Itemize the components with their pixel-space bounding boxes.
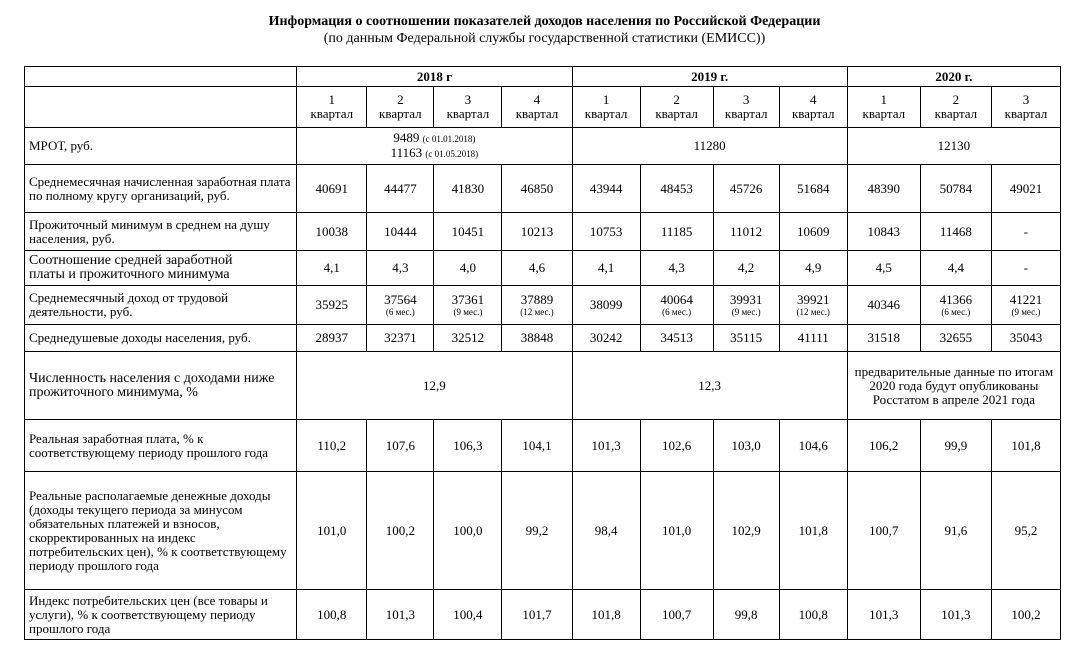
year-header-2020: 2020 г.: [847, 67, 1060, 87]
ratio-label-line-1: Соотношение средней заработной: [29, 253, 233, 268]
year-header-2018: 2018 г: [297, 67, 572, 87]
mrot-2019: 11280: [572, 128, 847, 165]
labor-income-value: [920, 286, 991, 325]
labor-income-number: 37361: [451, 292, 485, 307]
subsistence-value: 11468: [920, 213, 991, 251]
labor-income-number: 38099: [589, 297, 623, 312]
labor-income-period: (9 мес.): [731, 307, 761, 317]
real-wage-value: 101,8: [991, 420, 1060, 472]
mrot-2018-note-1: (с 01.01.2018): [422, 134, 476, 144]
real-wage-value: 103,0: [713, 420, 779, 472]
quarter-header: [847, 87, 920, 128]
ratio-row: [25, 251, 1061, 286]
labor-income-value: [367, 286, 434, 325]
real-wage-value: 106,2: [847, 420, 920, 472]
ratio-value: 4,1: [572, 251, 640, 286]
labor-income-number: 40346: [867, 297, 901, 312]
labor-income-number: 37889: [520, 292, 554, 307]
quarter-word: квартал: [584, 106, 628, 121]
cpi-value: 101,3: [367, 590, 434, 640]
quarter-header: [991, 87, 1060, 128]
ratio-value: 4,2: [713, 251, 779, 286]
subsistence-value: -: [991, 213, 1060, 251]
labor-income-value: [991, 286, 1060, 325]
per-capita-value: 34513: [640, 325, 713, 352]
quarter-word: квартал: [791, 106, 835, 121]
labor-income-row: [25, 286, 1061, 325]
labor-income-number: 40064: [660, 292, 693, 307]
labor-income-period: (6 мес.): [941, 307, 971, 317]
quarter-word: квартал: [1004, 106, 1048, 121]
labor-income-period: (12 мес.): [520, 307, 554, 317]
quarter-header: [920, 87, 991, 128]
quarter-header: [367, 87, 434, 128]
real-disposable-value: 101,0: [297, 472, 367, 590]
cpi-value: 100,2: [991, 590, 1060, 640]
cpi-value: 101,8: [572, 590, 640, 640]
real-wage-label: Реальная заработная плата, % к соответствующему периоду прошлого года: [25, 420, 297, 472]
labor-income-number: 35925: [315, 297, 349, 312]
quarter-number: 2: [952, 92, 960, 107]
subsistence-value: 10038: [297, 213, 367, 251]
ratio-value: 4,5: [847, 251, 920, 286]
quarter-number: 4: [809, 92, 817, 107]
real-disposable-value: 91,6: [920, 472, 991, 590]
quarter-header: [434, 87, 502, 128]
mrot-2018: [297, 128, 572, 165]
labor-income-label: Среднемесячный доход от трудовой деятельности, руб.: [25, 286, 297, 325]
subsistence-value: 10753: [572, 213, 640, 251]
real-disposable-value: 100,0: [434, 472, 502, 590]
salary-value: 48453: [640, 165, 713, 213]
ratio-value: 4,6: [502, 251, 572, 286]
quarter-number: 3: [464, 92, 472, 107]
real-wage-value: 106,3: [434, 420, 502, 472]
subsistence-value: 10213: [502, 213, 572, 251]
quarter-corner-cell: [25, 87, 297, 128]
salary-value: 44477: [367, 165, 434, 213]
ratio-value: 4,3: [640, 251, 713, 286]
quarter-word: квартал: [655, 106, 698, 121]
quarter-header-row: [25, 87, 1061, 128]
quarter-number: 2: [673, 92, 680, 107]
mrot-2018-value-2: 11163: [390, 145, 423, 160]
per-capita-value: 31518: [847, 325, 920, 352]
subsistence-value: 10444: [367, 213, 434, 251]
real-wage-value: 104,6: [779, 420, 847, 472]
subsistence-value: 10609: [779, 213, 847, 251]
real-disposable-value: 100,2: [367, 472, 434, 590]
poverty-2019: 12,3: [572, 352, 847, 420]
labor-income-number: 41221: [1009, 292, 1043, 307]
labor-income-period: (9 мес.): [1011, 307, 1041, 317]
per-capita-value: 32512: [434, 325, 502, 352]
salary-value: 40691: [297, 165, 367, 213]
quarter-number: 2: [397, 92, 404, 107]
real-wage-value: 107,6: [367, 420, 434, 472]
ratio-label-line-2: платы и прожиточного минимума: [29, 267, 230, 282]
quarter-header: [640, 87, 713, 128]
subsistence-value: 10843: [847, 213, 920, 251]
labor-income-value: [297, 286, 367, 325]
per-capita-row: [25, 325, 1061, 352]
subsistence-value: 11185: [640, 213, 713, 251]
labor-income-value: [502, 286, 572, 325]
cpi-value: 101,3: [920, 590, 991, 640]
real-disposable-row: [25, 472, 1061, 590]
per-capita-label: Среднедушевые доходы населения, руб.: [25, 325, 297, 352]
labor-income-number: 41366: [939, 292, 973, 307]
per-capita-value: 32655: [920, 325, 991, 352]
poverty-label: Численность населения с доходами ниже прожиточного минимума, %: [25, 352, 297, 420]
poverty-2018: 12,9: [297, 352, 572, 420]
ratio-value: 4,1: [297, 251, 367, 286]
labor-income-value: [779, 286, 847, 325]
salary-value: 50784: [920, 165, 991, 213]
quarter-word: квартал: [862, 106, 906, 121]
salary-value: 43944: [572, 165, 640, 213]
per-capita-value: 28937: [297, 325, 367, 352]
per-capita-value: 41111: [779, 325, 847, 352]
quarter-word: квартал: [934, 106, 978, 121]
real-disposable-label: Реальные располагаемые денежные доходы (доходы текущего периода за минусом обязательных платежей и взносов, скорректированных на индекс потребительских цен), % к соответствующему периоду прошлого года: [25, 472, 297, 590]
salary-value: 45726: [713, 165, 779, 213]
labor-income-period: (6 мес.): [385, 307, 415, 317]
real-disposable-value: 100,7: [847, 472, 920, 590]
quarter-header: [572, 87, 640, 128]
mrot-2018-note-2: (с 01.05.2018): [425, 149, 479, 159]
real-disposable-value: 101,8: [779, 472, 847, 590]
year-header-row: [25, 67, 1061, 87]
cpi-value: 101,3: [847, 590, 920, 640]
poverty-row: [25, 352, 1061, 420]
cpi-value: 101,7: [502, 590, 572, 640]
labor-income-number: 39921: [796, 292, 830, 307]
page-title: Информация о соотношении показателей доходов населения по Российской Федерации: [268, 14, 821, 29]
salary-value: 46850: [502, 165, 572, 213]
cpi-label: Индекс потребительских цен (все товары и услуги), % к соответствующему периоду прошлого года: [25, 590, 297, 640]
labor-income-number: 39931: [729, 292, 763, 307]
cpi-value: 99,8: [713, 590, 779, 640]
quarter-header: [779, 87, 847, 128]
ratio-value: 4,0: [434, 251, 502, 286]
quarter-header: [502, 87, 572, 128]
quarter-number: 3: [1022, 92, 1030, 107]
real-wage-value: 101,3: [572, 420, 640, 472]
quarter-number: 4: [533, 92, 541, 107]
real-disposable-value: 101,0: [640, 472, 713, 590]
quarter-word: квартал: [724, 106, 768, 121]
real-wage-value: 110,2: [297, 420, 367, 472]
cpi-value: 100,8: [297, 590, 367, 640]
quarter-word: квартал: [379, 106, 422, 121]
ratio-value: 4,3: [367, 251, 434, 286]
subsistence-value: 11012: [713, 213, 779, 251]
real-wage-value: 102,6: [640, 420, 713, 472]
real-disposable-value: 98,4: [572, 472, 640, 590]
labor-income-value: [713, 286, 779, 325]
ratio-value: 4,4: [920, 251, 991, 286]
real-wage-row: [25, 420, 1061, 472]
salary-value: 51684: [779, 165, 847, 213]
labor-income-value: [434, 286, 502, 325]
per-capita-value: 35043: [991, 325, 1060, 352]
labor-income-period: (12 мес.): [796, 307, 830, 317]
cpi-value: 100,7: [640, 590, 713, 640]
per-capita-value: 32371: [367, 325, 434, 352]
subsistence-value: 10451: [434, 213, 502, 251]
year-header-2019: 2019 г.: [572, 67, 847, 87]
real-disposable-value: 99,2: [502, 472, 572, 590]
ratio-value: -: [991, 251, 1060, 286]
cpi-row: [25, 590, 1061, 640]
labor-income-number: 37564: [384, 292, 417, 307]
labor-income-value: [640, 286, 713, 325]
quarter-number: 1: [328, 92, 336, 107]
corner-cell: [25, 67, 297, 87]
quarter-header: [713, 87, 779, 128]
quarter-word: квартал: [515, 106, 559, 121]
ratio-label: [25, 251, 297, 286]
salary-value: 49021: [991, 165, 1060, 213]
quarter-number: 1: [880, 92, 888, 107]
ratio-value: 4,9: [779, 251, 847, 286]
real-disposable-value: 95,2: [991, 472, 1060, 590]
labor-income-value: [847, 286, 920, 325]
quarter-number: 1: [602, 92, 610, 107]
per-capita-value: 38848: [502, 325, 572, 352]
quarter-word: квартал: [310, 106, 354, 121]
quarter-word: квартал: [446, 106, 490, 121]
subsistence-label: Прожиточный минимум в среднем на душу населения, руб.: [25, 213, 297, 251]
cpi-value: 100,8: [779, 590, 847, 640]
page-subtitle: (по данным Федеральной службы государственной статистики (ЕМИСС)): [323, 31, 766, 46]
cpi-value: 100,4: [434, 590, 502, 640]
income-indicators-table: [24, 66, 1061, 640]
per-capita-value: 35115: [713, 325, 779, 352]
labor-income-value: [572, 286, 640, 325]
mrot-2020: 12130: [847, 128, 1060, 165]
salary-row: [25, 165, 1061, 213]
per-capita-value: 30242: [572, 325, 640, 352]
quarter-header: [297, 87, 367, 128]
real-wage-value: 99,9: [920, 420, 991, 472]
salary-value: 41830: [434, 165, 502, 213]
quarter-number: 3: [742, 92, 750, 107]
mrot-row: [25, 128, 1061, 165]
real-wage-value: 104,1: [502, 420, 572, 472]
real-disposable-value: 102,9: [713, 472, 779, 590]
labor-income-period: (6 мес.): [662, 307, 692, 317]
poverty-2020-note: предварительные данные по итогам 2020 года будут опубликованы Росстатом в апреле 2021 года: [847, 352, 1060, 420]
salary-value: 48390: [847, 165, 920, 213]
mrot-2018-value-1: 9489: [393, 130, 420, 145]
salary-label: Среднемесячная начисленная заработная плата по полному кругу организаций, руб.: [25, 165, 297, 213]
labor-income-period: (9 мес.): [453, 307, 483, 317]
mrot-label: МРОТ, руб.: [25, 128, 297, 165]
subsistence-row: [25, 213, 1061, 251]
